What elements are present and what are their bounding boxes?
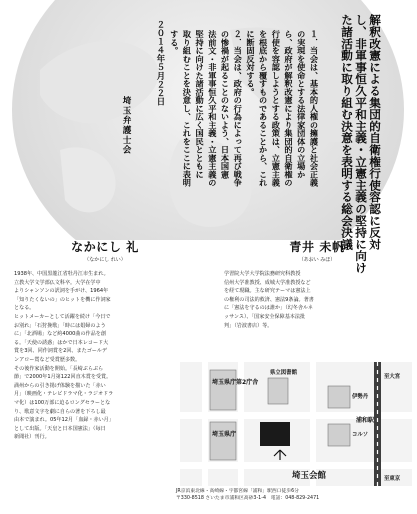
bio-line: 新聞社）刊行。 xyxy=(14,434,50,441)
building-isetan xyxy=(328,386,350,408)
label-pref-library: 県立図書館 xyxy=(270,370,297,376)
bio-line: 学習院大学大学院法務研究科教授 xyxy=(224,271,301,277)
bio-line: 「知りたくないの」のヒットを機に作詞家 xyxy=(14,296,111,303)
speaker-name: 青井 未帆 xyxy=(289,240,345,254)
bio-line: 信州大学准教授、成城大学准教授など xyxy=(224,279,311,286)
body-line: の実現を使命とする法律家団体の立場か xyxy=(296,30,307,179)
body-line: 法前文・非軍事恒久平和主義・立憲主義の xyxy=(207,30,218,187)
label-pref-office-no2: 埼玉県庁第2庁舎 xyxy=(212,379,259,386)
address-line: JR京浜東北線・高崎線・宇都宮線「浦和」駅西口徒歩6分 xyxy=(176,489,299,494)
bio-line: ヒットメーカーとして活躍を続け「今日で xyxy=(14,313,111,320)
speaker-profile xyxy=(14,238,196,442)
body-line: 堅持に向けた諸活動に広く国民とともに xyxy=(195,30,206,179)
bio-line: として出版。「天皇と日本国憲法」（毎日 xyxy=(14,425,106,432)
resolution-heading xyxy=(340,14,382,274)
heading-line: し、非軍事恒久平和主義・立憲主義の堅持に向け xyxy=(354,14,368,274)
bio-line: 節」で2000年1月第122回直木賞を受賞。 xyxy=(14,374,112,381)
bio-line: 判」（岩波書店）等。 xyxy=(224,322,273,329)
heading-line: た諸活動に取り組む決意を表明する総会決議 xyxy=(340,14,354,250)
speaker-reading: （あおい みほ） xyxy=(298,257,336,263)
map-road xyxy=(202,362,208,486)
bio-line: お別れ」「石狩挽歌」「時には娼婦のよう xyxy=(14,322,106,329)
label-saitama-kaikan: 埼玉会館 xyxy=(292,471,327,481)
bio-line: に」「北酒場」など約4000曲の作品を創 xyxy=(14,331,106,338)
building-pref-office-no2 xyxy=(210,370,236,410)
bio-line: の権利の司法的救済、憲法9条論。著書 xyxy=(224,296,314,303)
bio-line: その後作家活動を開始。「長崎ぶらぶら xyxy=(14,365,104,372)
access-map xyxy=(180,362,412,486)
body-line: ２．当会は、政府の行為によって再び戦争 xyxy=(233,30,244,187)
speaker-reading: （なかにし れい） xyxy=(84,257,126,263)
speaker-bio xyxy=(14,270,196,442)
resolution-body xyxy=(168,30,320,187)
body-line: する。 xyxy=(169,30,180,55)
building-pref-office xyxy=(210,422,236,460)
organization-name: 埼玉弁護士会 xyxy=(121,96,131,155)
body-line: 行使を容認しようとする政策は、立憲主義 xyxy=(271,30,282,187)
body-line: ら、政府が解釈改憲により集団的自衛権の xyxy=(284,30,295,187)
body-line: 取り組むことを決意し、これをここに表明 xyxy=(182,30,193,187)
heading-line: 解釈改憲による集団的自衛権行使容認に反対 xyxy=(368,14,382,250)
map-road xyxy=(310,362,316,486)
address-line: 〒330-8518 さいたま市浦和区高砂3-1-4 電話：048-829-2471 xyxy=(176,496,320,501)
bio-line: り、歌意文字を劇に自らの著を下ろし最 xyxy=(14,408,106,415)
bio-line: 賞を3回、同作詞賞を2回、またゴールデ xyxy=(14,348,107,355)
bio-line: よりシャンソンの訳詞を手がけ、1964年 xyxy=(14,288,109,295)
label-isetan: 伊勢丹 xyxy=(352,394,369,400)
speaker-bio xyxy=(224,270,410,330)
label-pref-office: 埼玉県庁 xyxy=(212,431,237,438)
body-line: １．当会は、基本的人権の擁護と社会正義 xyxy=(309,30,320,187)
speaker-profile xyxy=(224,238,410,330)
bio-line: 立教大学文学部仏文科卒。大学在学中 xyxy=(14,279,101,286)
bio-line: となる。 xyxy=(14,305,35,312)
building-saitama-kaikan xyxy=(260,422,290,446)
bio-line: に「憲法を守るのは誰か」（幻冬舎ルネ xyxy=(224,305,313,312)
venue-address xyxy=(176,488,406,502)
body-line: に断固反対する。 xyxy=(245,30,256,96)
label-to-tokyo: 至東京 xyxy=(384,476,401,482)
building-koruso xyxy=(328,424,350,446)
label-urawa-station: 浦和駅 xyxy=(356,417,375,424)
speaker-name: なかにし 礼 xyxy=(71,240,139,254)
bio-line: 由本で演まれ。05年12月「血録・赤い月」 xyxy=(14,417,114,424)
bio-line: 1938年、中国黒龍江省牡丹江市生まれ。 xyxy=(14,271,109,277)
body-line: を根底から覆すものであることから、これ xyxy=(258,30,269,187)
body-line: の惨禍が起ることのないよう、日本国憲 xyxy=(220,30,231,179)
resolution-date: ２０１４年５月２２日 xyxy=(156,20,166,106)
bio-line: ンアロー賞など受賞歴多数。 xyxy=(14,356,81,363)
label-to-omiya: 至大宮 xyxy=(384,374,401,380)
bio-line: ッサンス）、「国家安全保障基本法批 xyxy=(224,313,306,320)
label-koruso: コルソ xyxy=(352,432,369,438)
bio-line: る。「天使の誘惑」はかで日本レコード大 xyxy=(14,339,109,346)
bio-line: を経て現職。主な研究テーマは憲法上 xyxy=(224,288,311,295)
bio-line: 満州からの引き揚げ体験を描いた「赤い xyxy=(14,382,106,389)
bio-line: マ化）は100万部に迫るロングセラーとな xyxy=(14,399,111,406)
building-pref-library xyxy=(268,378,288,404)
bio-line: 月」（映画化・テレビドラマ化・ラジオドラ xyxy=(14,391,114,398)
